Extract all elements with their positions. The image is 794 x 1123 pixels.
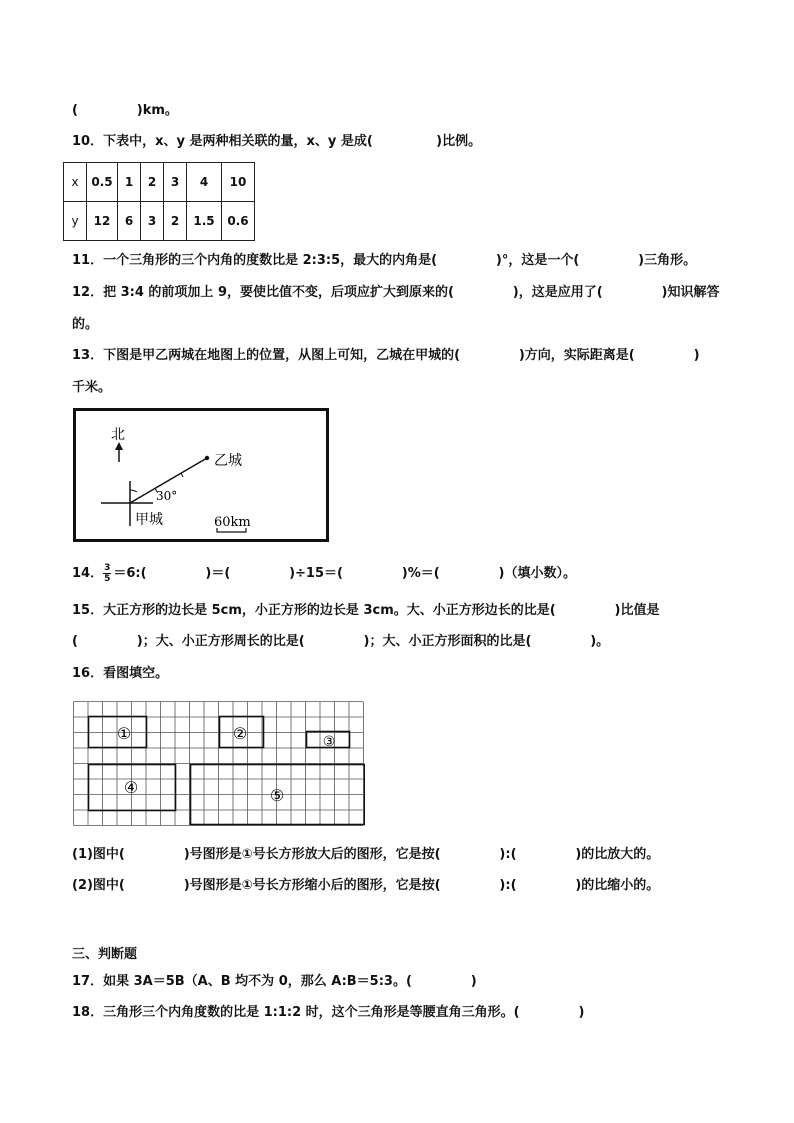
label-5: ⑤: [269, 786, 285, 805]
table-cell: x: [64, 163, 87, 202]
table-cell: 12: [87, 202, 118, 241]
map-figure: [73, 408, 329, 542]
q12-line2: 的。: [72, 317, 99, 332]
table-cell: 4: [187, 163, 222, 202]
q9-tail: ( )km。: [72, 103, 178, 118]
q12-line1: 12．把 3:4 的前项加上 9，要使比值不变，后项应扩大到原来的( )，这是应用了( )知识解答: [72, 285, 720, 300]
q16-sub1: (1)图中( )号图形是①号长方形放大后的图形，它是按( ):( )的比放大的。: [72, 847, 660, 862]
grid-figure: [73, 701, 365, 828]
city-b-point: [205, 456, 209, 460]
table-row: [64, 202, 255, 241]
north-label: 北: [111, 427, 125, 443]
q13-line2: 千米。: [72, 380, 112, 395]
q15-line2: ( )；大、小正方形周长的比是( )；大、小正方形面积的比是( )。: [72, 634, 610, 649]
q16-sub2: (2)图中( )号图形是①号长方形缩小后的图形，它是按( ):( )的比缩小的。: [72, 878, 660, 893]
q13-line1: 13．下图是甲乙两城在地图上的位置，从图上可知，乙城在甲城的( )方向，实际距离是( ): [72, 348, 700, 363]
table-cell: 2: [164, 202, 187, 241]
table-cell: 1.5: [187, 202, 222, 241]
table-cell: 3: [141, 202, 164, 241]
table-cell: 3: [164, 163, 187, 202]
q15-line1: 15．大正方形的边长是 5cm，小正方形的边长是 3cm。大、小正方形边长的比是( )比值是: [72, 603, 660, 618]
q18-text: 18．三角形三个内角度数的比是 1:1:2 时，这个三角形是等腰直角三角形。( ): [72, 1005, 585, 1020]
label-4: ④: [123, 778, 139, 797]
table-cell: y: [64, 202, 87, 241]
q16-text: 16．看图填空。: [72, 666, 169, 681]
fraction: $\frac{3}{5}$: [104, 563, 111, 584]
table-row: [64, 163, 255, 202]
city-b-label: 乙城: [214, 453, 242, 469]
table-cell: 10: [222, 163, 255, 202]
q17-text: 17．如果 3A＝5B（A、B 均不为 0，那么 A:B＝5:3。( ): [72, 974, 477, 989]
q11-text: 11．一个三角形的三个内角的度数比是 2:3:5，最大的内角是( )°，这是一个( )三角形。: [72, 253, 697, 268]
table-cell: 0.5: [87, 163, 118, 202]
label-2: ②: [232, 724, 248, 743]
label-3: ③: [322, 734, 336, 750]
scale-label: 60km: [214, 515, 251, 530]
q10-text: 10．下表中，x、y 是两种相关联的量，x、y 是成( )比例。: [72, 134, 482, 149]
table-cell: 0.6: [222, 202, 255, 241]
section-heading: 三、判断题: [72, 947, 138, 962]
city-a-label: 甲城: [135, 512, 163, 528]
table-cell: 2: [141, 163, 164, 202]
angle-label: 30°: [156, 489, 178, 503]
table-cell: 1: [118, 163, 141, 202]
q14-text: 14． $\frac{3}{5}$ ＝6:( )＝( )÷15＝( )%＝( )（填小数）。: [72, 563, 576, 584]
label-1: ①: [116, 724, 132, 743]
table-cell: 6: [118, 202, 141, 241]
xy-table: [63, 162, 255, 241]
